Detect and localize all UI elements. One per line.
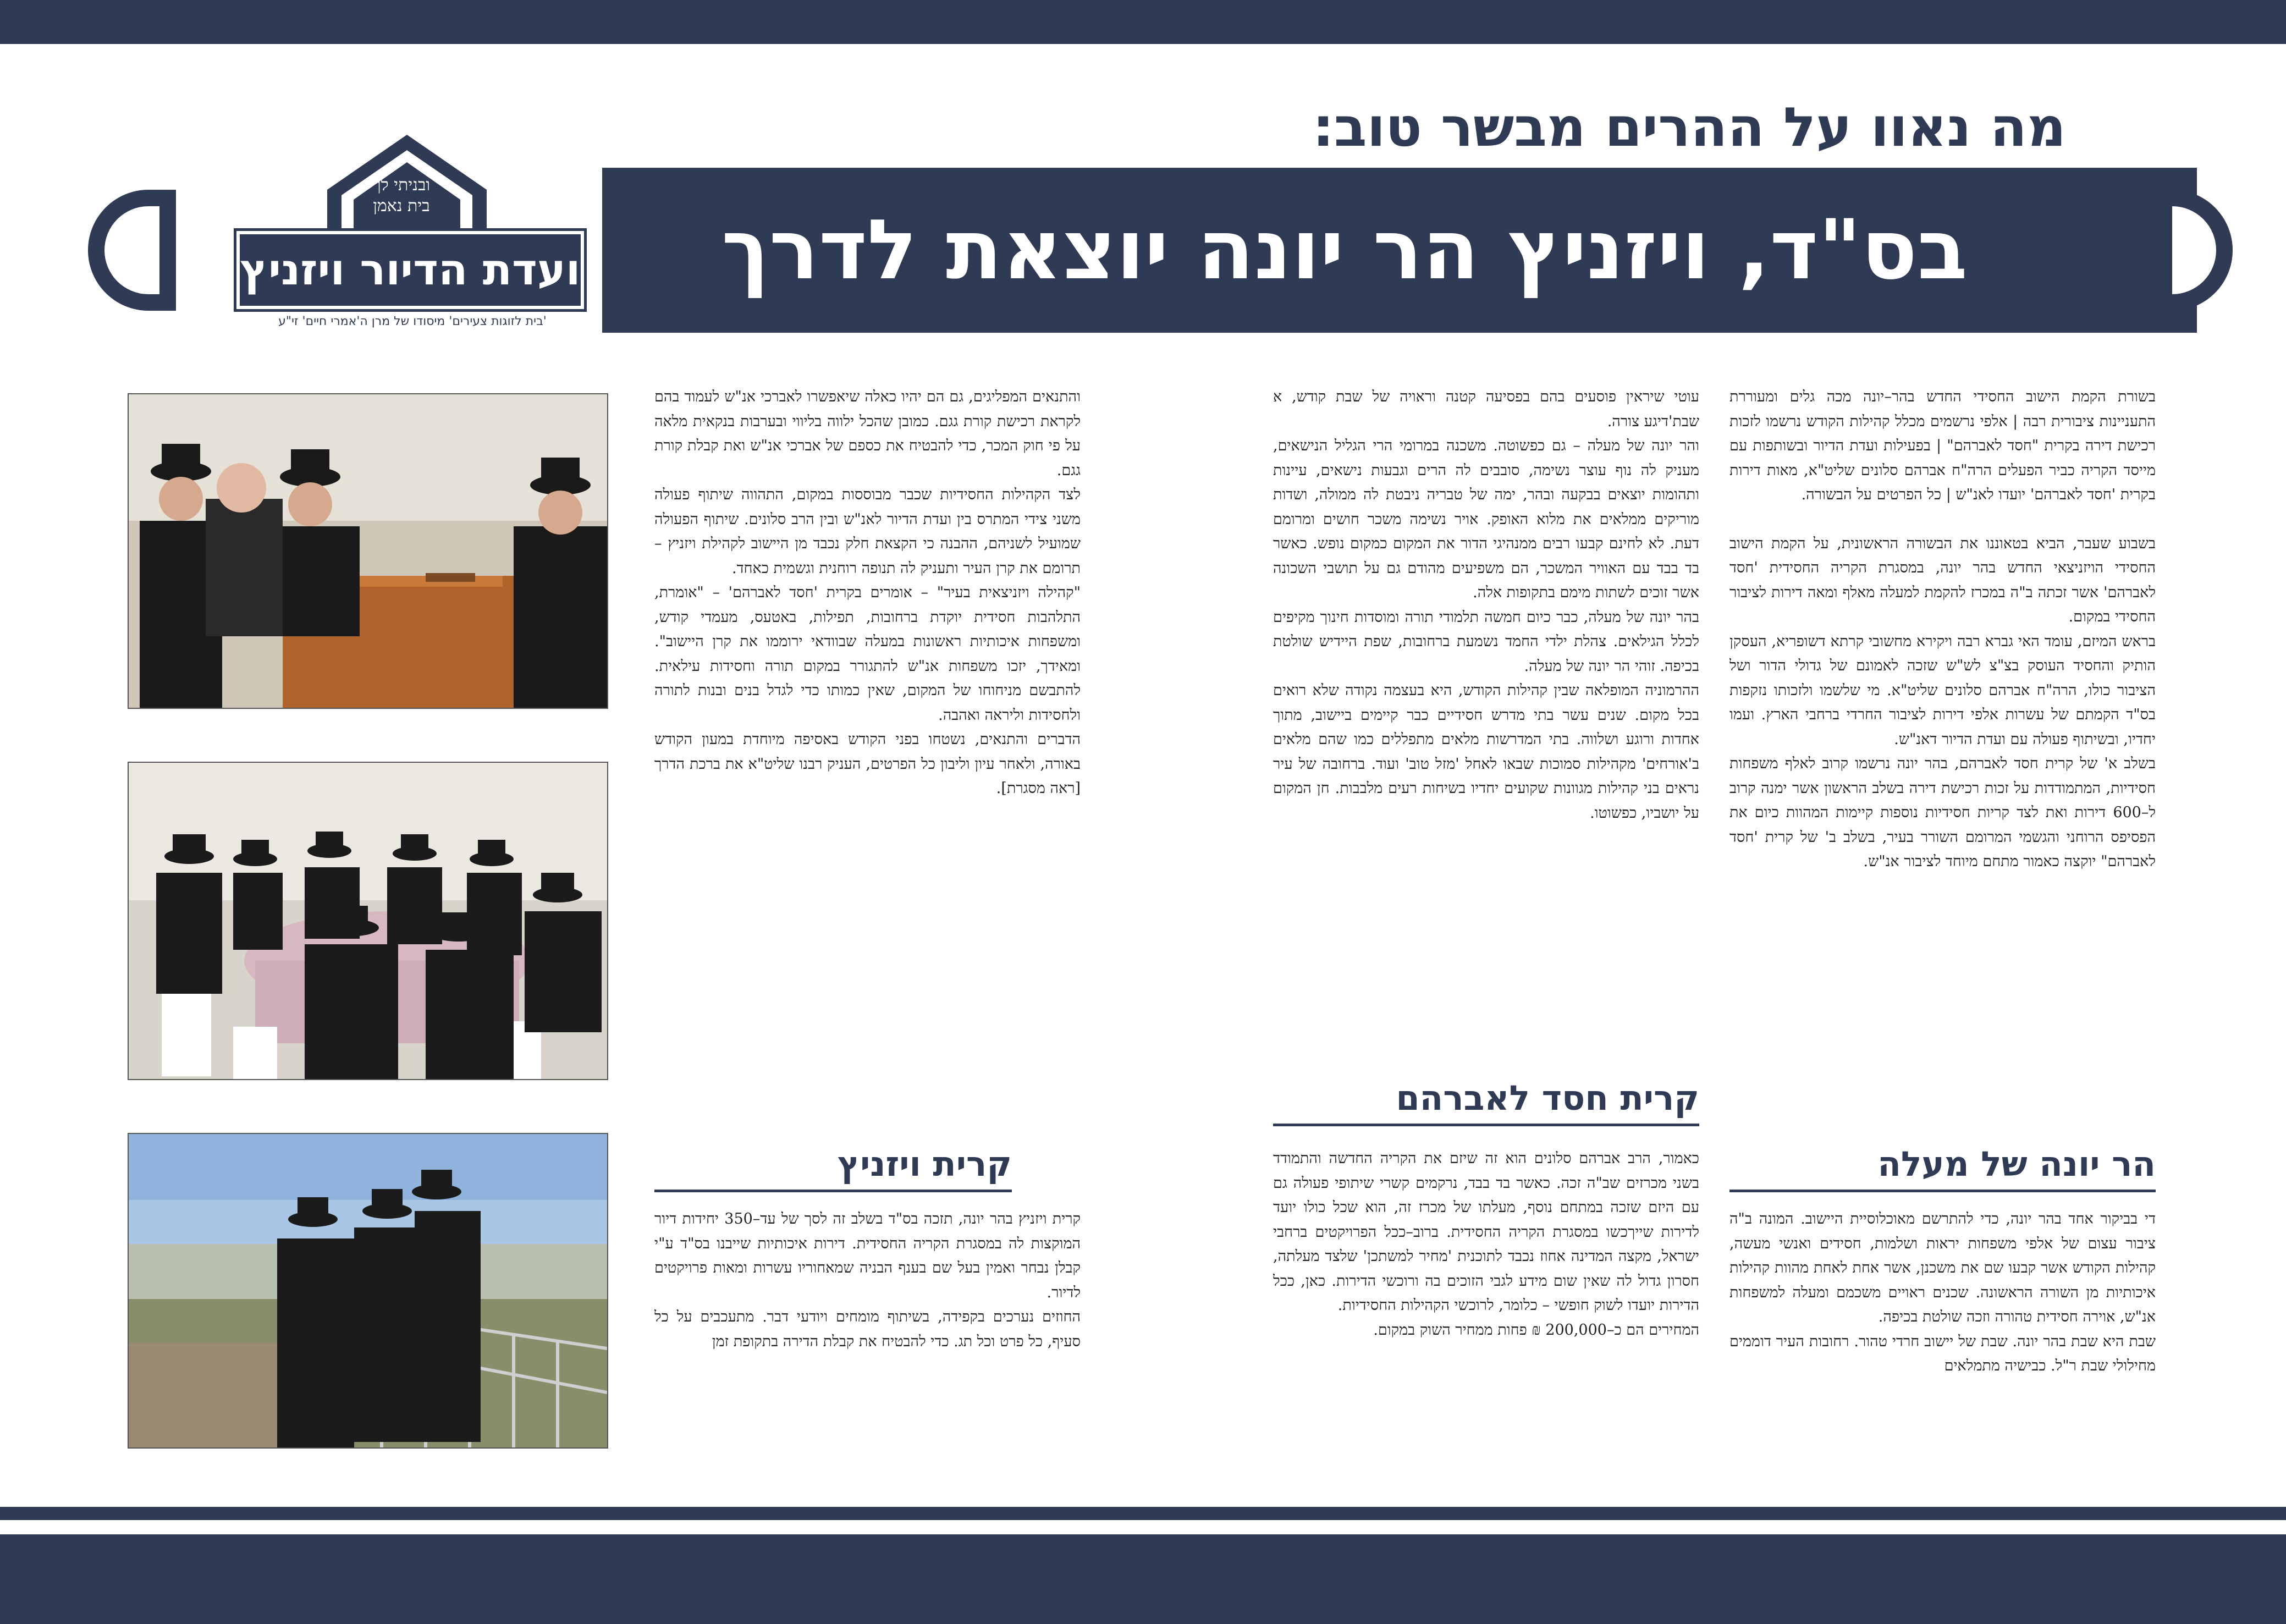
col-right-p5: די בביקור אחד בהר יונה, כדי להתרשם מאוכלוסיית היישוב. המונה ב"ה ציבור עצום של אלפי משפחות יראות ושלמות, חסידים ואנשי מעשה, קהילות הקודש אשר קבעו שם את משכנן, אשר אחת לאחת מהוות קהילות איכותיות מן השורה הראשונה. שכנים ראויים משכמם ומעלה למשפחות אנ"ש, אוירה חסידית טהורה וזכה שולטת בכיפה. [1729, 1210, 2156, 1325]
col-middle-p2: והר יונה של מעלה – גם כפשוטה. משכנה במרומי הרי הגליל הנישאים, מעניק לה נוף עוצר נשימה, סובבים לה הרים וגבעות נישאים, עיינות ותהומות יוצאים בבקעה ובהר, ימה של טבריה ניבטת לה ממולה, ושדות מוריקים ממלאים את מלוא האופק. אויר נשימה משכר חושים ומרומם דעת. לא לחינם קבעו רבים ממנהיגי הדור את המקום כמקום נופש. כאשר בד בבד עם האוויר המשכר, הם משפיעים מהודם גם על תושבי השכונה אשר זוכים לשתות מימם בתקופות אלה. [1273, 437, 1699, 601]
col-middle-p3: בהר יונה של מעלה, כבר כיום חמשה תלמודי תורה ומוסדות חינוך מקיפים לכלל הגילאים. צהלת ילדי החמד נשמעת ברחובות, שפת היידיש שולטת בכיפה. זוהי הר יונה של מעלה. [1273, 608, 1699, 675]
logo-motto-line2: בית נאמן [373, 196, 430, 216]
col-left-p1: והתנאים המפליגים, גם הם יהיו כאלה שיאפשרו לאברכי אנ"ש לעמוד בהם לקראת רכישת קורת גגם. כמובן שהכל ילווה בליווי ובערבות בנקאית מלאה על פי חוק המכר, כדי להבטיח את כספם של אברכי אנ"ש ואת קבלת קורת גגם. [654, 388, 1081, 479]
bottom-band [0, 1534, 2286, 1624]
column-middle-lower [1273, 1147, 1699, 1460]
column-middle [1273, 385, 1699, 1045]
logo-motto [352, 175, 451, 217]
col-right-p2: בשבוע שעבר, הביא בטאוננו את הבשורה הראשונית, על הקמת הישוב החסידי הויזניצאי החדש בהר יונה, במסגרת הקריה החסידית 'חסד לאברהם' אשר זכתה ב"ה במכרז להקמת למעלה מאלף ומאה דירות לציבור החסידי במקום. [1729, 535, 2156, 625]
subheading-kiryat-chesed: קרית חסד לאברהם [1273, 1078, 1699, 1126]
photo-site-visit [128, 1133, 608, 1449]
kicker: מה נאוו על ההרים מבשר טוב: [1312, 96, 2066, 159]
column-right-lower [1729, 1207, 2156, 1460]
col-middle-p4: ההרמוניה המופלאה שבין קהילות הקודש, היא בעצמה נקודה שלא רואים בכל מקום. שנים עשר בתי מדרש חסידיים כבר קיימים ביישוב, מתוך אחדות ורוגע ושלווה. בתי המדרשות מלאים מתפללים כמו שהם מלאים ב'אורחים' מקהילות סמוכות שבאו לאחל 'מזל טוב' ועוד. ברחובה של עיר נראים בני קהילות מגוונות שקועים יחדיו בשיחות רעים מלבבות. חן המקום על יושביו, כפשוטו. [1273, 682, 1699, 822]
logo-motto-line1: ובניתי לך [372, 175, 431, 195]
photo-meeting-office [128, 393, 608, 709]
bottom-stripe [0, 1507, 2286, 1520]
photo-round-table-meeting [128, 762, 608, 1080]
col-left-p4: הדברים והתנאים, נשטחו בפני הקודש באסיפה מיוחדת במעון הקודש באורה, ולאחר עיון וליבון כל הפרטים, העניק רבנו שליט"א את ברכת הדרך [ראה מסגרת]. [654, 731, 1081, 797]
top-band [0, 0, 2286, 44]
col-middle-p1: עוטי שיראין פוסעים בהם בפסיעה קטנה וראויה של שבת קודש, א שבת'דיגע צורה. [1273, 388, 1699, 430]
column-right [1729, 385, 2156, 1144]
col-left-p6: החוזים נערכים בקפידה, בשיתוף מומחים ויודעי דבר. מתעכבים על כל סעיף, כל פרט וכל תג. כדי להבטיח את קבלת הדירה בתקופת זמן [654, 1308, 1081, 1350]
column-left-lower [654, 1207, 1081, 1460]
col-middle-p6: המחירים הם כ–200,000 ₪ פחות ממחיר השוק במקום. [1373, 1321, 1699, 1339]
col-right-p1: בשורת הקמת הישוב החסידי החדש בהר–יונה מכה גלים ומעוררת התעניינות ציבורית רבה | אלפי נרשמים מכלל קהילות הקודש נרשמו לזכות רכישת דירה בקרית "חסד לאברהם" | בפעילות ועדת הדיור ובשותפות עם מייסד הקריה כביר הפעלים הרה"ח אברהם סלונים שליט"א, מאות דירות בקרית 'חסד לאברהם' יועדו לאנ"ש | כל הפרטים על הבשורה. [1729, 388, 2156, 503]
column-left [654, 385, 1081, 1100]
logo-tagline: 'בית לזוגות צעירים' מיסודו של מרן ה'אמרי חיים' זי"ע [278, 315, 547, 328]
col-left-p5: קרית ויזניץ בהר יונה, תזכה בס"ד בשלב זה לסך של עד–350 יחידות דיור המוקצות לה במסגרת הקריה החסידית. דירות איכותיות שייבנו בס"ד ע"י קבלן נבחר ואמין בעל שם בענף הבניה שמאחוריו עשרות ומאות פרויקטים לדיור. [654, 1210, 1081, 1301]
page-title: בס"ד, ויזניץ הר יונה יוצאת לדרך [721, 202, 1968, 298]
subheading-kiryat-vizhnitz: קרית ויזניץ [654, 1144, 1012, 1192]
col-left-p2: לצד הקהילות החסידיות שכבר מבוססות במקום, התהווה שיתוף פעולה משני צידי המתרס בין ועדת הדיור לאנ"ש ובין הרב סלונים. שיתוף הפעולה שמועיל לשניהם, ההבנה כי הקצאת חלק נכבד מן היישוב לקהילת ויזניץ – תרומם את קרן העיר ותעניק לה תנופה רוחנית וגשמית כאחד. [654, 486, 1081, 577]
subheading-har-yona: הר יונה של מעלה [1729, 1144, 2156, 1192]
col-right-p3: בראש המיזם, עומד האי גברא רבה ויקירא מחשובי קרתא דשופריא, העסקן הותיק והחסיד העוסק בצ"צ לש"ש שזכה לאמונם של גדולי הדור ושל הציבור כולו, הרה"ח אברהם סלונים שליט"א. מי שלשמו ולזכותו נזקפות בס"ד הקמתם של עשרות אלפי דירות לציבור החרדי ברחבי הארץ. ועמו יחדיו, ובשיתוף פעולה עם ועדת הדיור דאנ"ש. [1729, 632, 2156, 748]
col-right-p6: שבת היא שבת בהר יונה. שבת של יישוב חרדי טהור. רחובות העיר דוממים מחילולי שבת ר"ל. כבישיה מתמלאים [1729, 1333, 2156, 1374]
col-right-p4: בשלב א' של קרית חסד לאברהם, בהר יונה נרשמו קרוב לאלף משפחות חסידיות, המתמודדות על זכות רכישת דירה בשלב הראשון אשר ימנה קרוב ל–600 דירות ואת לצד קריות חסידיות נוספות קיימות המהוות כיום את הפסיפס הרוחני והגשמי המרומם השורר בעיר, בשלב ב' של קרית 'חסד לאברהם" יוקצה כאמור מתחם מיוחד לציבור אנ"ש. [1729, 755, 2156, 870]
col-left-p3: "קהילה ויזניצאית בעיר" – אומרים בקרית 'חסד לאברהם' – "אומרת, התלהבות חסידית יוקדת ברחובות, תפילות, באטעס, מעמדי קודש, ומשפחות איכותיות ראשונות במעלה שבוודאי ירוממו את קרן היישוב". ומאידך, יזכו משפחות אנ"ש להתגורר במקום תורה וחסידות עילאית. להתבשם מניחוחו של המקום, שאין כמותו כדי לגדל בנים ובנות לתורה ולחסידות וליראה ואהבה. [654, 584, 1081, 724]
logo-name: ועדת הדיור ויזניץ [236, 231, 584, 309]
col-middle-p5: כאמור, הרב אברהם סלונים הוא זה שיזם את הקריה החדשה והתמודד בשני מכרזים שב"ה זכה. כאשר בד בבד, נרקמים קשרי שיתופי פעולה גם עם היזם שזכה במתחם נוסף, מעלתו של מכרז זה, הוא שכל כולו יועד לדירות שייךכשו במסגרת הקריה החסידית. ברוב–ככל הפרויקטים ברחבי ישראל, מקצה המדינה אחוז נכבד לתוכנית 'מחיר למשתכן' שלצד מעלתה, חסרון גדול לה שאין שום מידע לגבי הזוכים בה ורוכשי הדירות. כאן, ככל הדירות יועדו לשוק חופשי – כלומר, לרוכשי הקהילות החסידיות. [1273, 1150, 1699, 1314]
